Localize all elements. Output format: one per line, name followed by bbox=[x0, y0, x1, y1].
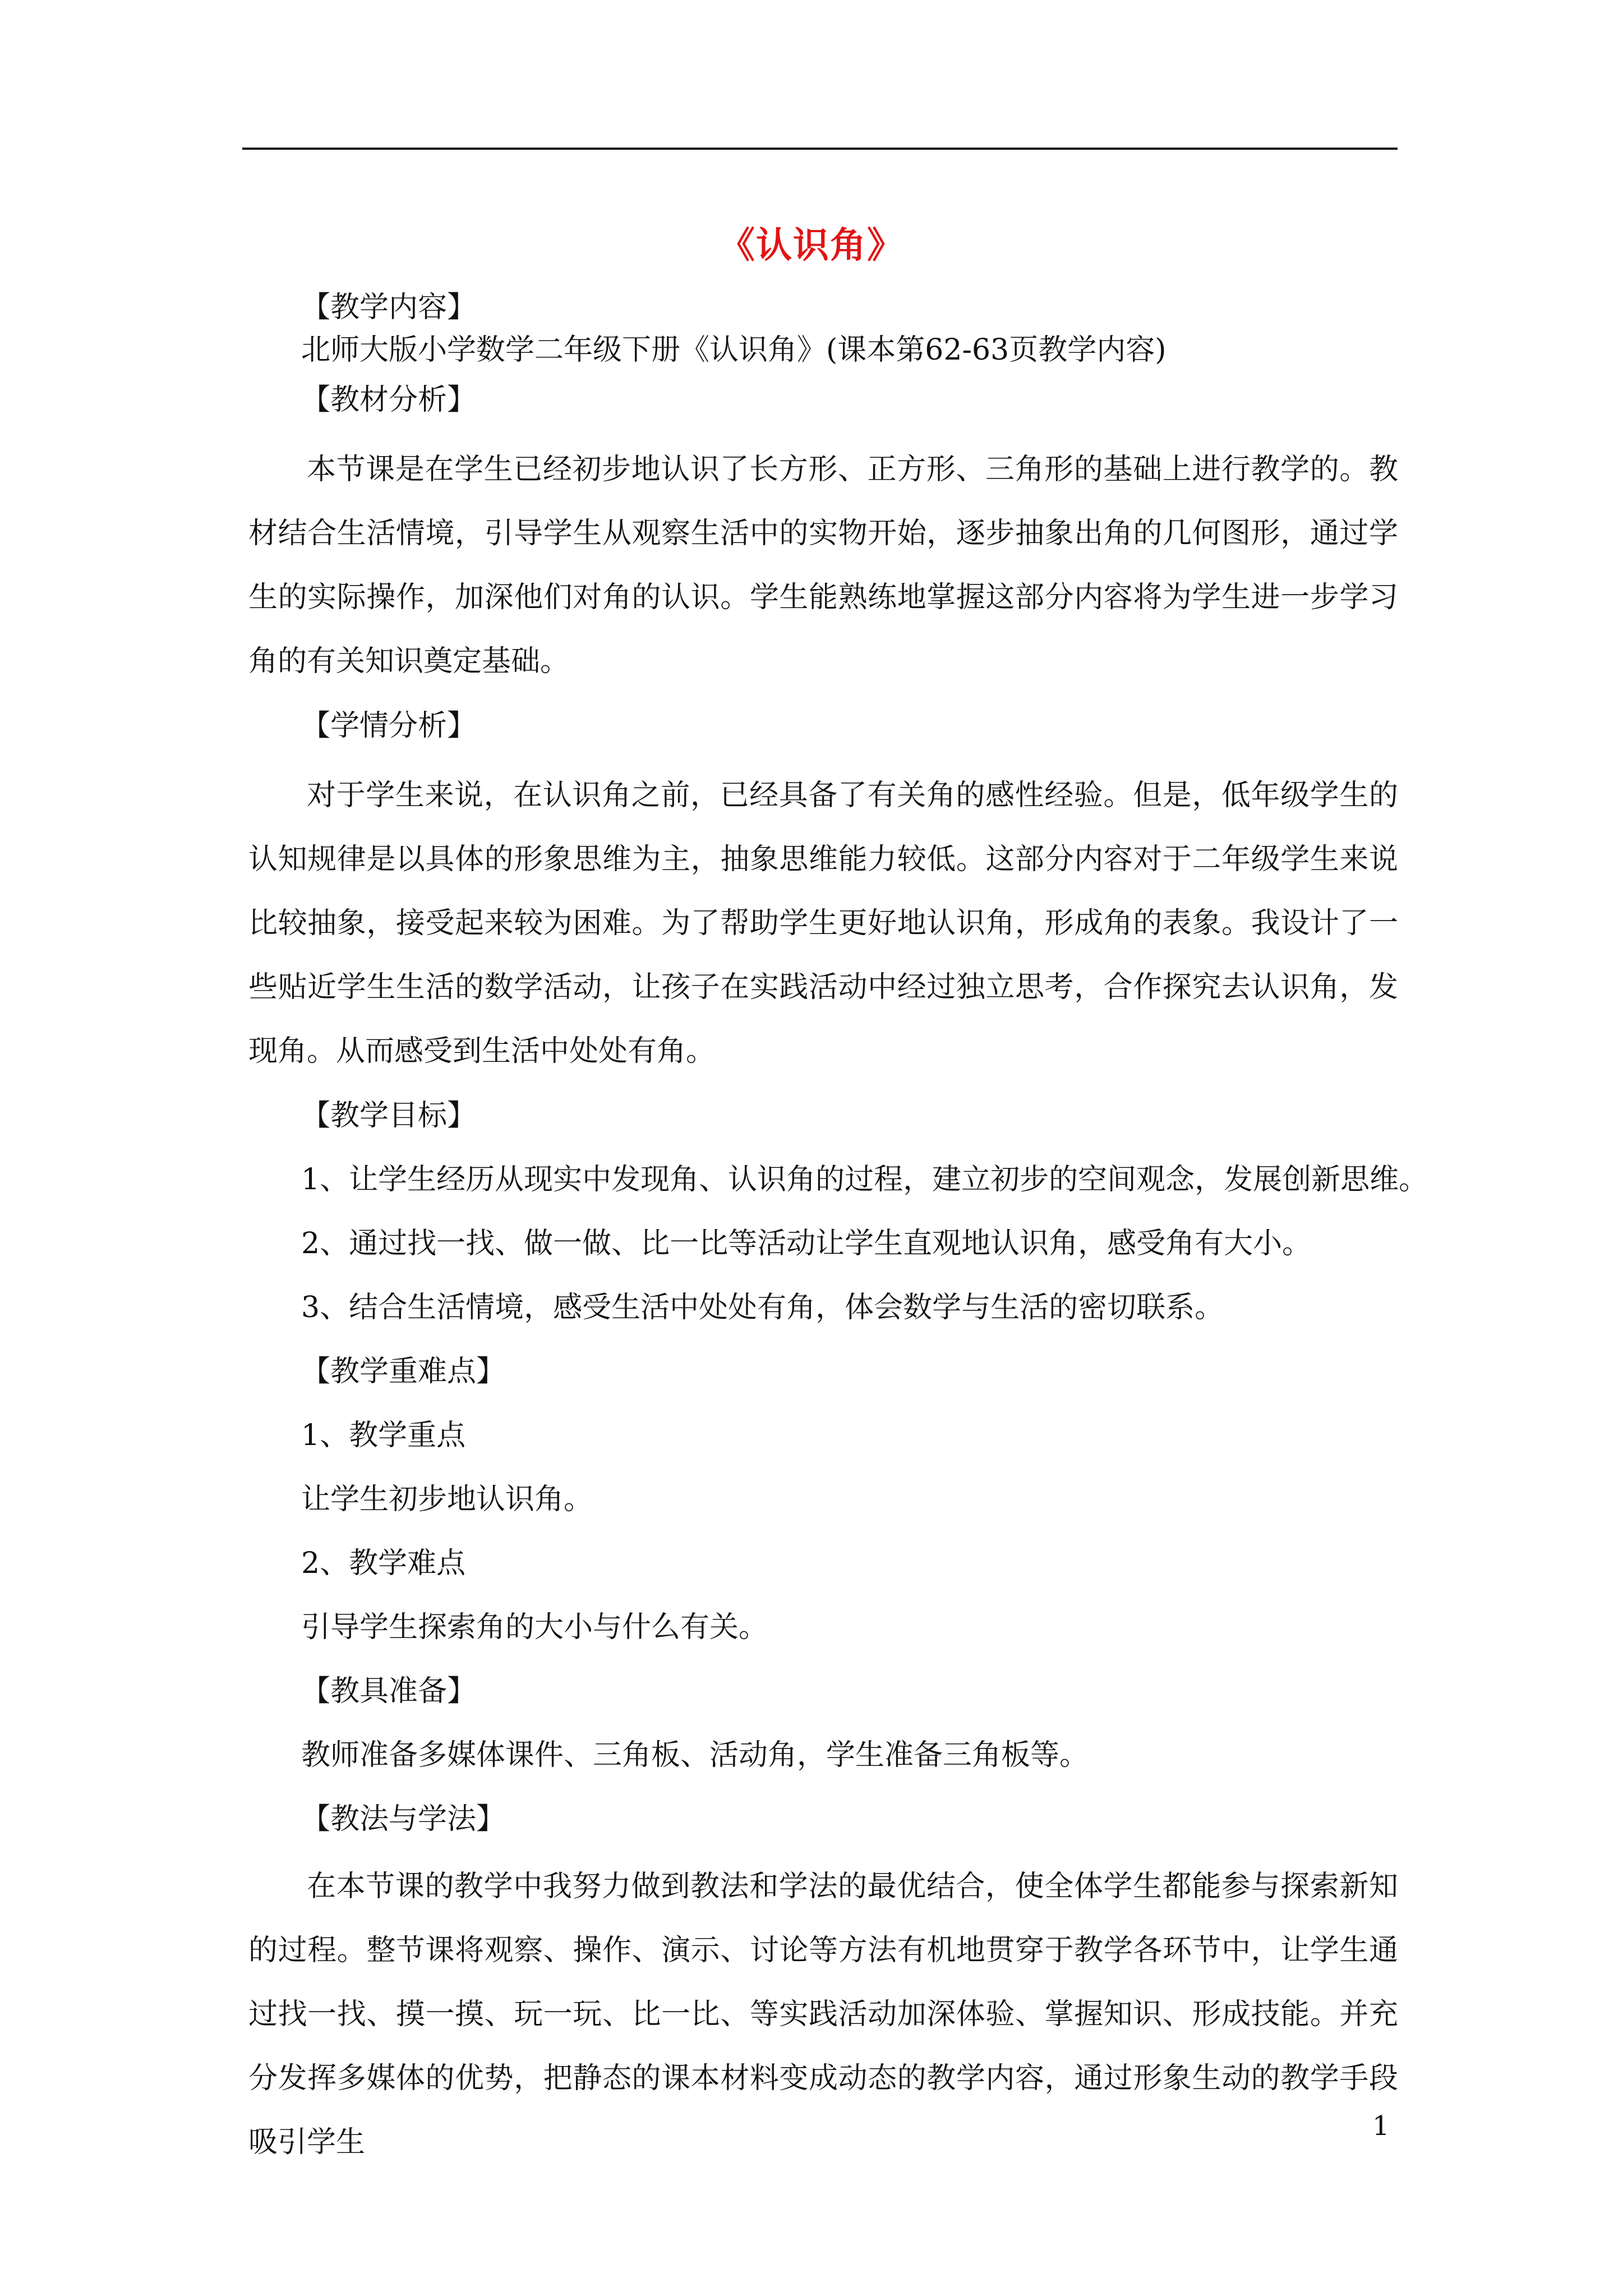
page-number: 1 bbox=[1372, 2110, 1390, 2142]
methods-heading: 【教法与学法】 bbox=[301, 1802, 506, 1836]
methods-text: 在本节课的教学中我努力做到教法和学法的最优结合，使全体学生都能参与探索新知的过程。整节课将观察、操作、演示、讨论等方法有机地贯穿于教学各环节中，让学生通过找一找、摸一摸、玩一玩、比一比、等实践活动加深体验、掌握知识、形成技能。并充分发挥多媒体的优势，把静态的课本材料变成动态的教学内容，通过形象生动的教学手段吸引学生 bbox=[248, 1870, 1398, 2159]
goals-heading: 【教学目标】 bbox=[301, 1099, 477, 1133]
difficulty-text: 引导学生探索角的大小与什么有关。 bbox=[301, 1611, 768, 1644]
material-heading: 【教材分析】 bbox=[301, 383, 477, 417]
content-heading: 【教学内容】 bbox=[301, 291, 477, 324]
students-heading: 【学情分析】 bbox=[301, 709, 477, 743]
header-rule bbox=[242, 148, 1398, 150]
tools-text: 教师准备多媒体课件、三角板、活动角，学生准备三角板等。 bbox=[301, 1738, 1089, 1772]
material-text: 本节课是在学生已经初步地认识了长方形、正方形、三角形的基础上进行教学的。教材结合生活情境，引导学生从观察生活中的实物开始，逐步抽象出角的几何图形，通过学生的实际操作，加深他们对角的认识。学生能熟练地掌握这部分内容将为学生进一步学习角的有关知识奠定基础。 bbox=[248, 453, 1398, 678]
content-text: 北师大版小学数学二年级下册《认识角》(课本第62-63页教学内容) bbox=[301, 333, 1166, 367]
page-title: 《认识角》 bbox=[719, 224, 904, 266]
key-points-heading: 【教学重难点】 bbox=[301, 1355, 506, 1388]
goal-item: 1、让学生经历从现实中发现角、认识角的过程，建立初步的空间观念，发展创新思维。 bbox=[301, 1163, 1428, 1197]
goal-item: 2、通过找一找、做一做、比一比等活动让学生直观地认识角，感受角有大小。 bbox=[301, 1227, 1312, 1260]
difficulty-label: 2、教学难点 bbox=[301, 1547, 466, 1580]
students-text: 对于学生来说，在认识角之前，已经具备了有关角的感性经验。但是，低年级学生的认知规律是以具体的形象思维为主，抽象思维能力较低。这部分内容对于二年级学生来说比较抽象，接受起来较为困难。为了帮助学生更好地认识角，形成角的表象。我设计了一些贴近学生生活的数学活动，让孩子在实践活动中经过独立思考，合作探究去认识角，发现角。从而感受到生活中处处有角。 bbox=[248, 779, 1398, 1068]
focus-text: 让学生初步地认识角。 bbox=[301, 1483, 593, 1516]
goal-item: 3、结合生活情境，感受生活中处处有角，体会数学与生活的密切联系。 bbox=[301, 1291, 1224, 1324]
tools-heading: 【教具准备】 bbox=[301, 1674, 477, 1708]
focus-label: 1、教学重点 bbox=[301, 1419, 466, 1452]
